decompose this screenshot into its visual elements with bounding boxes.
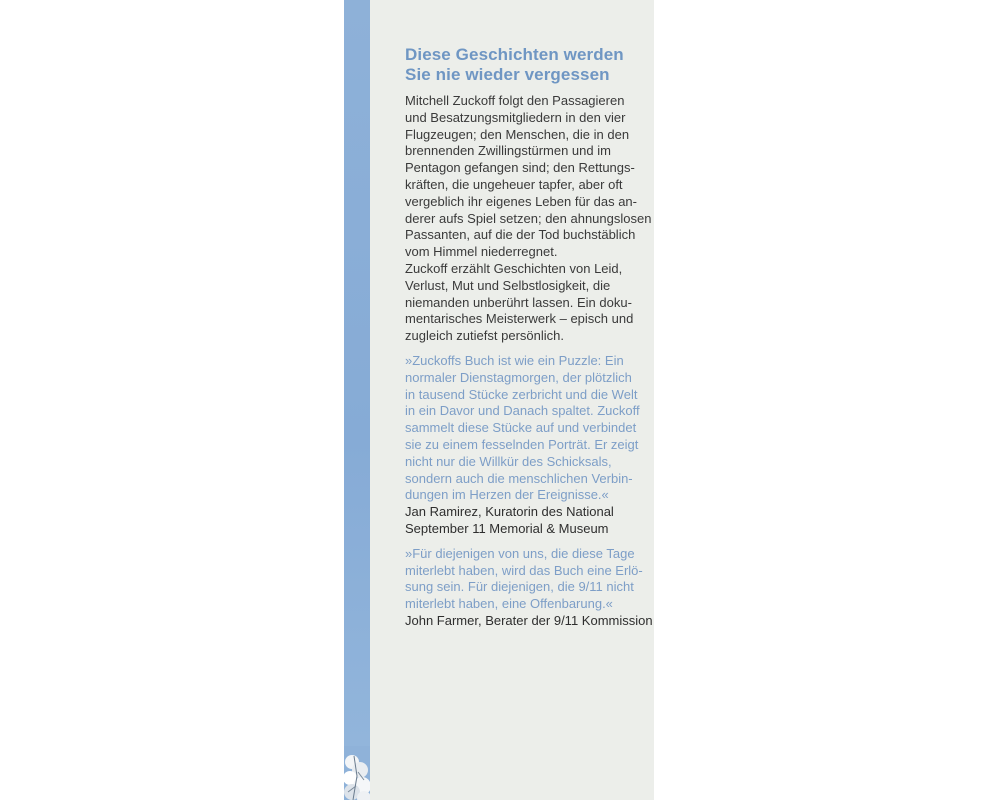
review-quote: »Für diejenigen von uns, die diese Tage miterlebt haben, wird das Buch eine Erlö- sung sein. Für diejenigen, die 9/11 nicht miterlebt haben, eine Offenbarung.« [405, 545, 643, 612]
headline: Diese Geschichten werden Sie nie wieder vergessen [405, 45, 624, 84]
blurb-paragraph: Mitchell Zuckoff folgt den Passagieren und Besatzungsmitgliedern in den vier Flugzeugen; den Menschen, die in den brennenden Zwillingstürmen und im Pentagon gefangen sind; den Rettungs- kräften, die ungeheuer tapfer, aber oft vergeblich ihr eigenes Leben für das an- derer aufs Spiel setzen; den ahnungslosen Passanten, auf die der Tod buchstäblich vom Himmel niederregnet. Zuckoff erzählt Geschichten von Leid, Verlust, Mut und Selbstlosigkeit, die niemanden unberührt lassen. Ein doku- mentarisches Meisterwerk – episch und zugleich zutiefst persönlich. [405, 93, 652, 344]
book-text-column [405, 45, 661, 630]
review-quote: »Zuckoffs Buch ist wie ein Puzzle: Ein normaler Dienstagmorgen, der plötzlich in tausend Stücke zerbricht und die Welt in ein Davor und Danach spaltet. Zuckoff sammelt diese Stücke auf und verbindet sie zu einem fesselnden Porträt. Er zeigt nicht nur die Willkür des Schicksals, sondern auch die menschlichen Verbin- dungen im Herzen der Ereignisse.« [405, 352, 640, 503]
sky-photo-strip [344, 0, 370, 800]
review-attribution: Jan Ramirez, Kuratorin des National September 11 Memorial & Museum [405, 504, 614, 536]
review-attribution: John Farmer, Berater der 9/11 Kommission [405, 612, 653, 628]
snowy-tree-photo [344, 746, 370, 800]
